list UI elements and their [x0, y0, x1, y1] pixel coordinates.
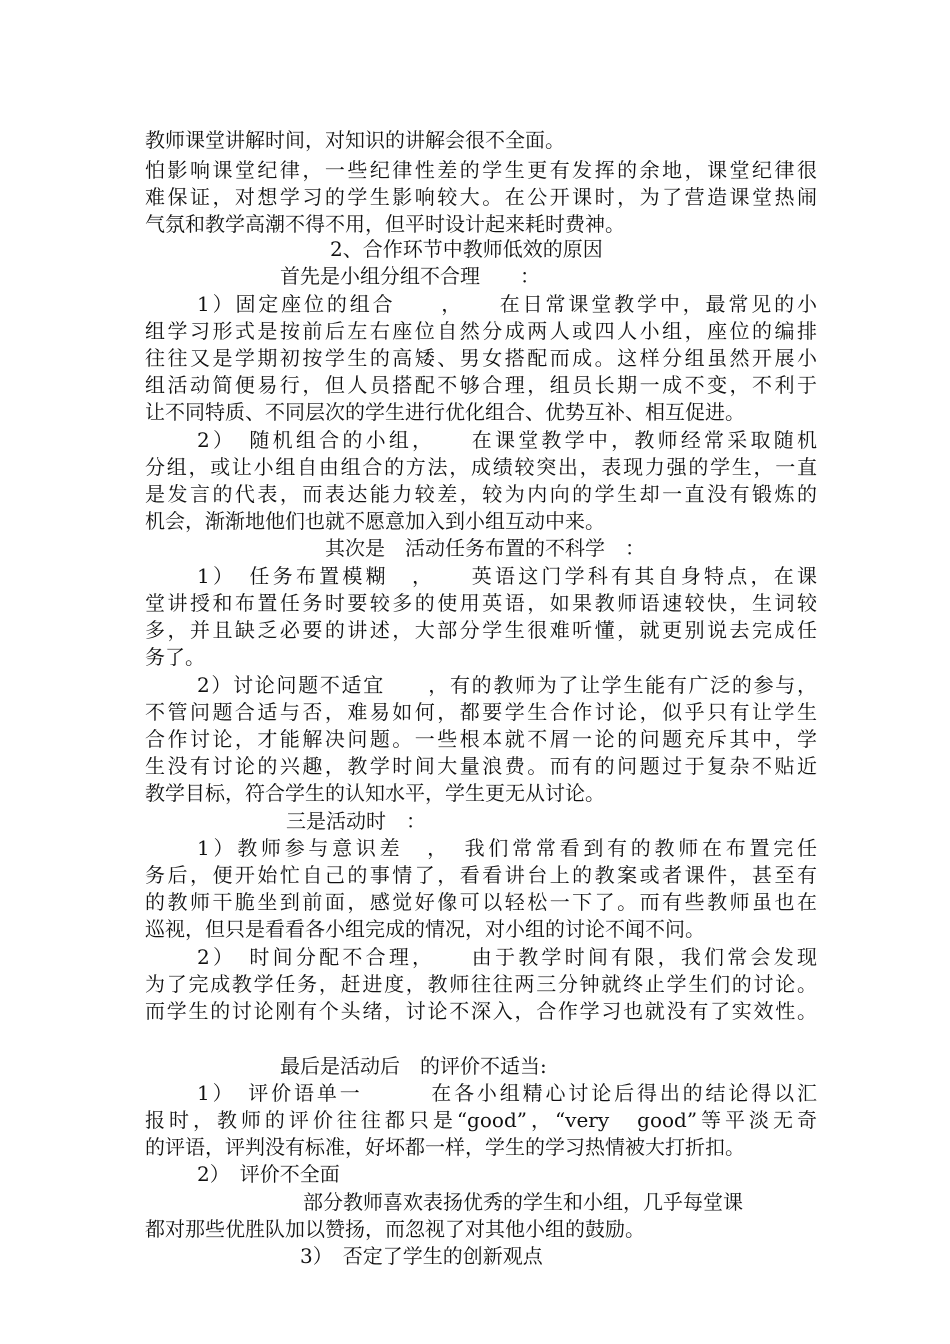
text-line: 1）教师参与意识差 ， 我们常常看到有的教师在布置完任 [197, 836, 817, 860]
text-line: 而学生的讨论刚有个头绪，讨论不深入，合作学习也就没有了实效性。 [145, 999, 817, 1023]
text-line: 组活动简便易行，但人员搭配不够合理，组员长期一成不变，不利于 [145, 373, 817, 397]
text-line: 分组，或让小组自由组合的方法，成绩较突出，表现力强的学生，一直 [145, 455, 817, 479]
text-line: 教学目标，符合学生的认知水平，学生更无从讨论。 [145, 781, 605, 805]
text-line: 2）讨论问题不适宜 ，有的教师为了让学生能有广泛的参与， [197, 673, 817, 697]
text-line: 组学习形式是按前后左右座位自然分成两人或四人小组，座位的编排 [145, 319, 817, 343]
text-line: 让不同特质、不同层次的学生进行优化组合、优势互补、相互促进。 [145, 400, 745, 424]
text-line: 生没有讨论的兴趣，教学时间大量浪费。而有的问题过于复杂不贴近 [145, 754, 817, 778]
text-line: 教师课堂讲解时间，对知识的讲解会很不全面。 [145, 128, 565, 152]
text-line: 气氛和教学高潮不得不用，但平时设计起来耗时费神。 [145, 212, 625, 236]
text-line: 的教师干脆坐到前面，感觉好像可以轻松一下了。而有些教师虽也在 [145, 890, 817, 914]
text-line: 都对那些优胜队加以赞扬，而忽视了对其他小组的鼓励。 [145, 1217, 645, 1241]
text-line: 2） 时间分配不合理， 由于教学时间有限，我们常会发现 [197, 945, 817, 969]
text-line: 报时，教师的评价往往都只是“good”，“very good”等平淡无奇 [145, 1108, 817, 1132]
text-line: 不管问题合适与否，难易如何，都要学生合作讨论，似乎只有让学生 [145, 700, 817, 724]
text-line: 为了完成教学任务，赶进度，教师往往两三分钟就终止学生们的讨论。 [145, 972, 817, 996]
subsection-heading: 其次是 活动任务布置的不科学 ： [325, 536, 645, 560]
text-line: 堂讲授和布置任务时要较多的使用英语，如果教师语速较快，生词较 [145, 591, 817, 615]
text-line: 合作讨论，才能解决问题。一些根本就不屑一论的问题充斥其中，学 [145, 727, 817, 751]
subsection-heading: 三是活动时 ： [286, 809, 426, 833]
text-line: 怕影响课堂纪律，一些纪律性差的学生更有发挥的余地，课堂纪律很 [145, 158, 817, 182]
text-line: 多，并且缺乏必要的讲述，大部分学生很难听懂，就更别说去完成任 [145, 618, 817, 642]
text-line: 务了。 [145, 645, 205, 669]
text-line: 往往又是学期初按学生的高矮、男女搭配而成。这样分组虽然开展小 [145, 346, 817, 370]
text-line: 务后，便开始忙自己的事情了，看看讲台上的教案或者课件，甚至有 [145, 863, 817, 887]
text-line: 难保证，对想学习的学生影响较大。在公开课时，为了营造课堂热闹 [145, 185, 817, 209]
subsection-heading: 首先是小组分组不合理 ： [280, 264, 540, 288]
text-line: 1） 评价语单一 在各小组精心讨论后得出的结论得以汇 [197, 1081, 817, 1105]
subsection-heading: 最后是活动后 的评价不适当: [280, 1054, 547, 1078]
text-line: 是发言的代表，而表达能力较差，较为内向的学生却一直没有锻炼的 [145, 482, 817, 506]
text-line: 3） 否定了学生的创新观点 [300, 1244, 543, 1268]
text-line: 部分教师喜欢表扬优秀的学生和小组，几乎每堂课 [303, 1190, 743, 1214]
text-line: 2） 评价不全面 [197, 1162, 340, 1186]
text-line: 机会，渐渐地他们也就不愿意加入到小组互动中来。 [145, 509, 605, 533]
section-heading: 2、合作环节中教师低效的原因 [330, 237, 603, 261]
text-line: 的评语，评判没有标准，好坏都一样，学生的学习热情被大打折扣。 [145, 1135, 745, 1159]
text-line: 1） 任务布置模糊 ， 英语这门学科有其自身特点，在课 [197, 564, 817, 588]
text-line: 2） 随机组合的小组， 在课堂教学中，教师经常采取随机 [197, 428, 817, 452]
text-line: 1）固定座位的组合 ， 在日常课堂教学中，最常见的小 [197, 292, 817, 316]
text-line: 巡视，但只是看看各小组完成的情况，对小组的讨论不闻不问。 [145, 917, 705, 941]
